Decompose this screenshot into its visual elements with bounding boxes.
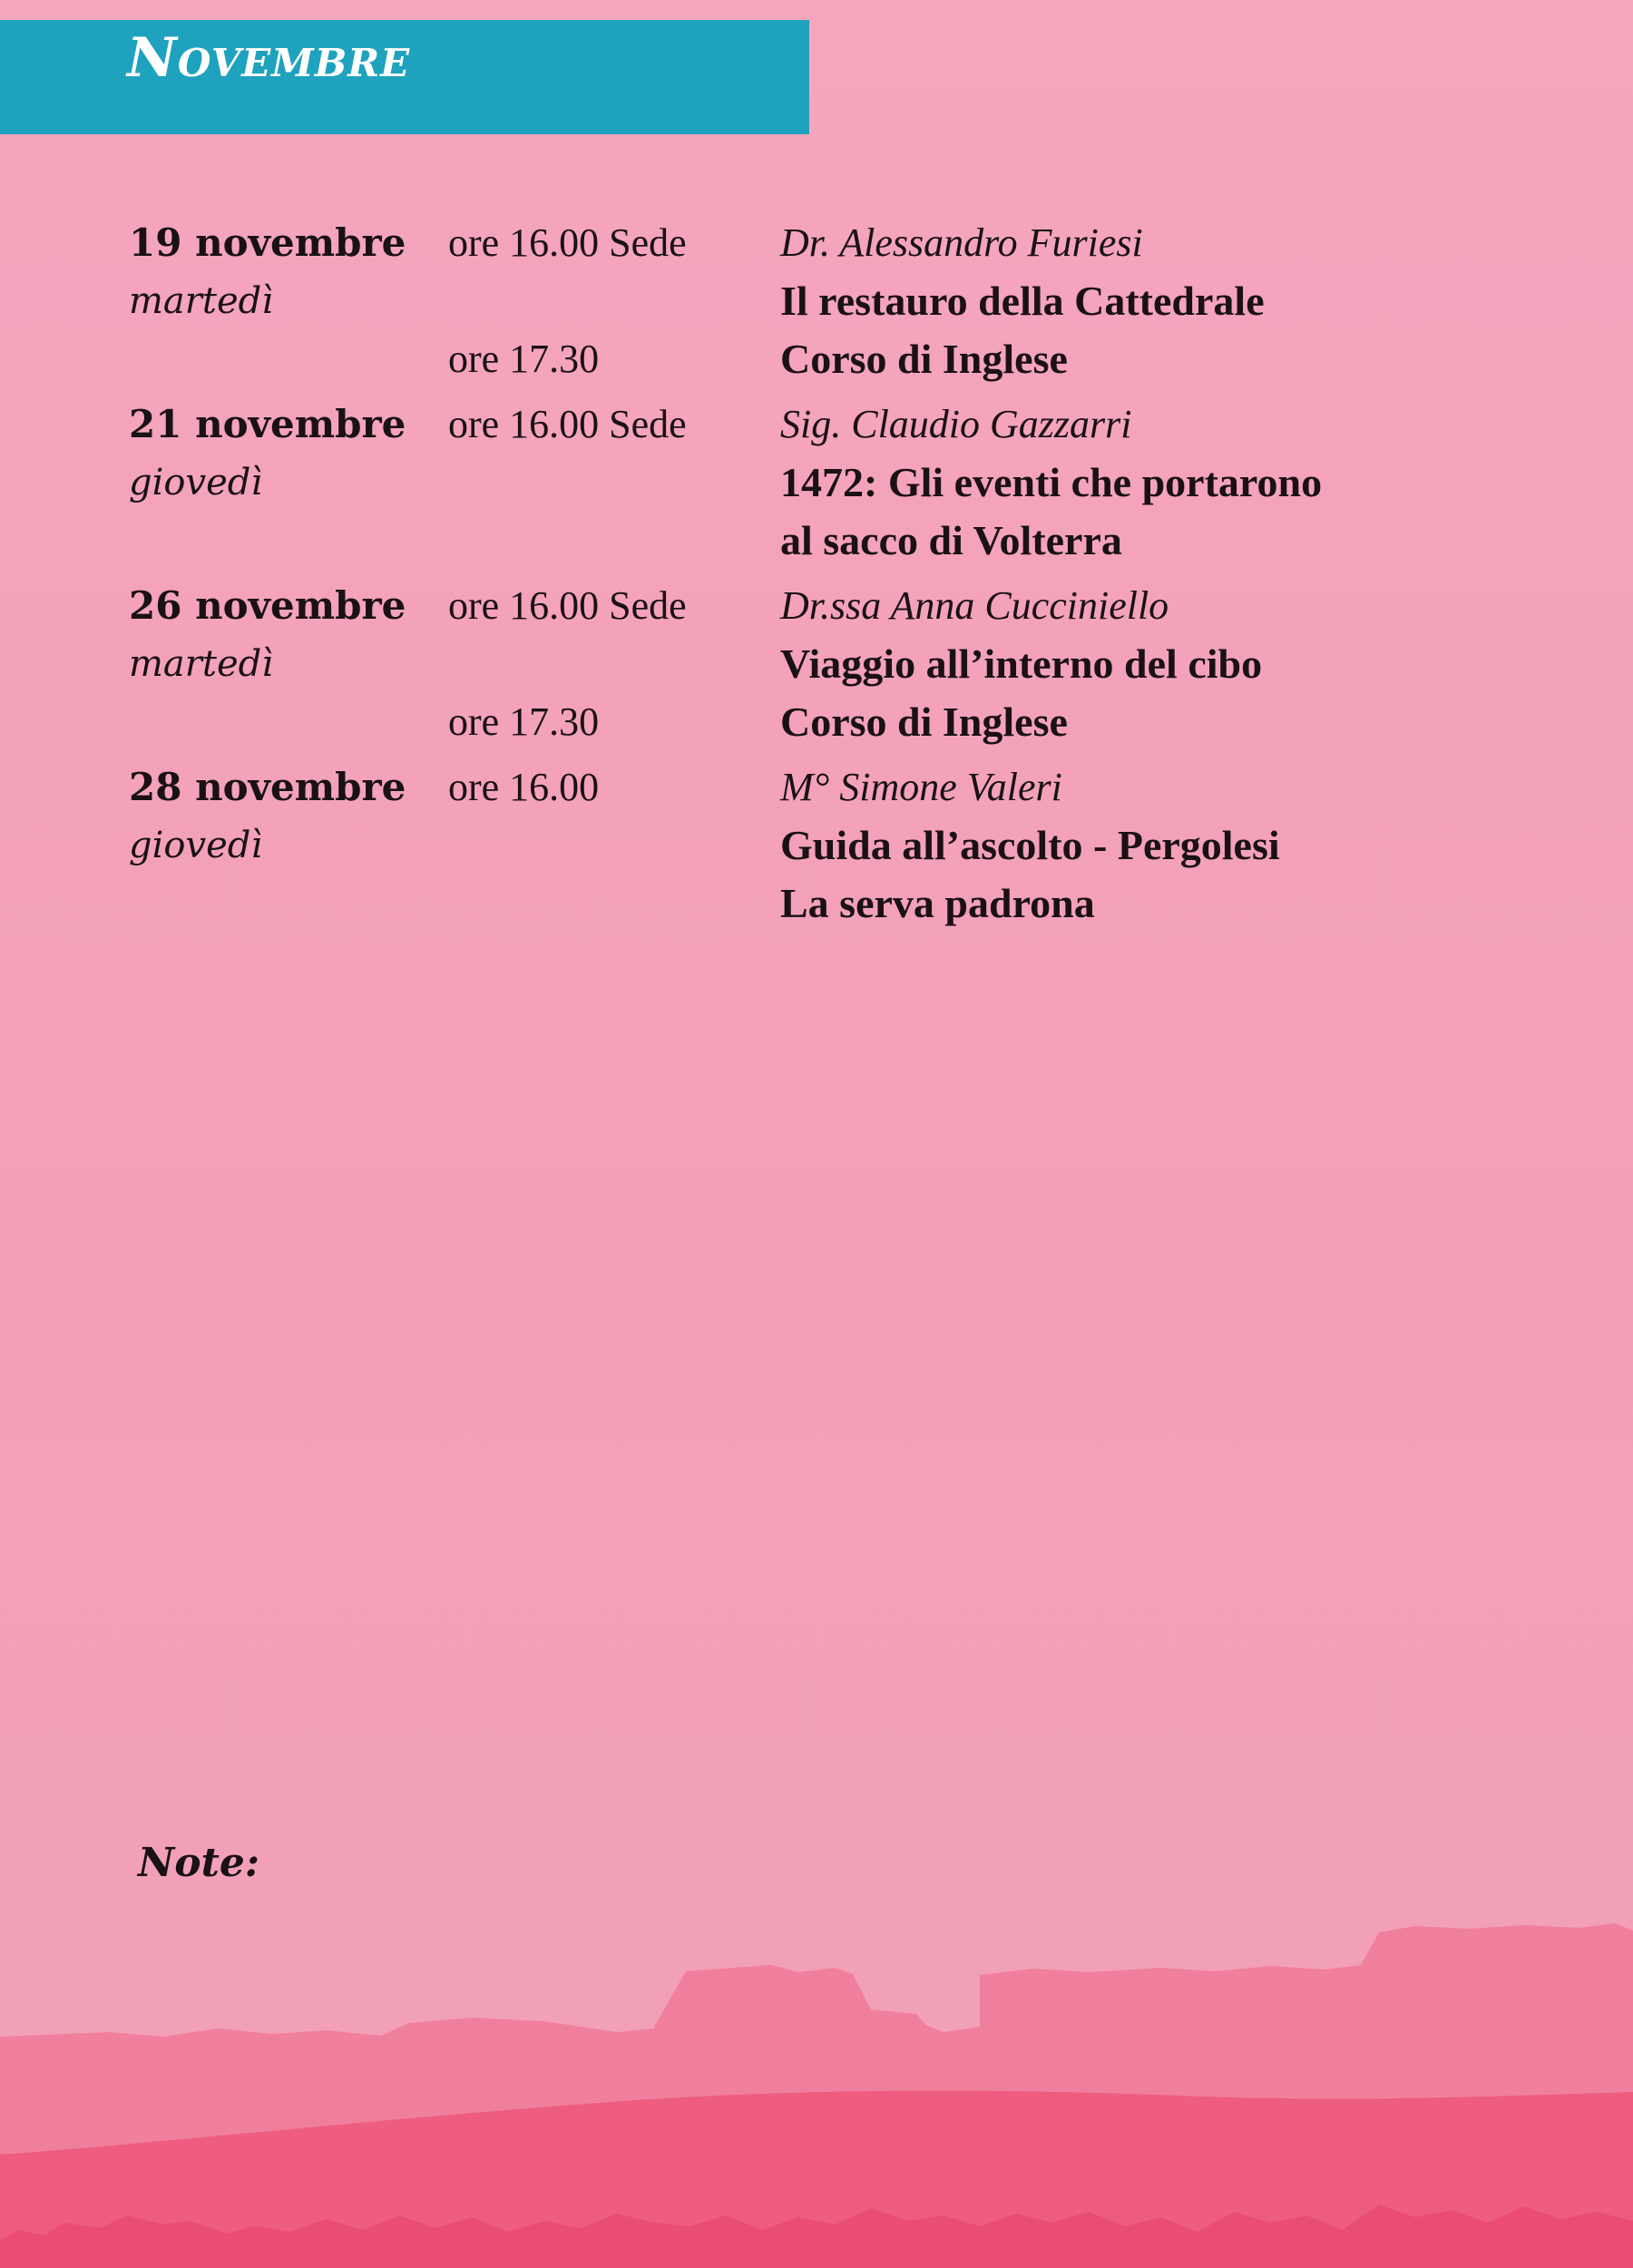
slot-content [780,758,1470,933]
talk-title: Guida all’ascolto - Pergolesi [780,822,1280,868]
talk-title: La serva padrona [780,880,1095,926]
event-date [129,758,437,875]
slot-time: ore 16.00 Sede [448,402,687,446]
slot-time: ore 16.00 Sede [448,583,687,628]
slot-time: ore 16.00 Sede [448,220,687,265]
event-date [129,396,437,512]
city-skyline-illustration [0,1878,1633,2268]
slot-time: ore 17.30 [448,699,600,744]
slot-content [780,577,1470,693]
slot-content [780,330,1470,388]
event-day: 21 novembre [129,402,406,446]
event-date [129,214,437,330]
slot-time: ore 17.30 [448,337,600,381]
slot-time: ore 16.00 [448,765,600,809]
event-day: 28 novembre [129,765,406,809]
event-date [129,577,437,693]
talk-title: Corso di Inglese [780,336,1068,382]
slot-content [780,396,1470,570]
talk-title: Viaggio all’interno del cibo [780,640,1263,687]
talk-title: al sacco di Volterra [780,517,1122,563]
speaker-name: Sig. Claudio Gazzarri [780,402,1132,446]
talk-title: Corso di Inglese [780,699,1068,745]
slot-content [780,693,1470,751]
event-day: 26 novembre [129,583,406,628]
talk-title: Il restauro della Cattedrale [780,278,1265,324]
event-weekday: giovedì [129,462,263,503]
page-title: Novembre [127,26,411,90]
talk-title: 1472: Gli eventi che portarono [780,459,1323,505]
speaker-name: Dr.ssa Anna Cucciniello [780,583,1169,628]
slot-content [780,214,1470,330]
speaker-name: Dr. Alessandro Furiesi [780,220,1143,265]
event-weekday: martedì [129,643,274,685]
event-day: 19 novembre [129,220,406,265]
notes-label: Note: [138,1840,260,1886]
event-weekday: giovedì [129,825,263,866]
speaker-name: M° Simone Valeri [780,765,1062,809]
event-weekday: martedì [129,280,274,322]
